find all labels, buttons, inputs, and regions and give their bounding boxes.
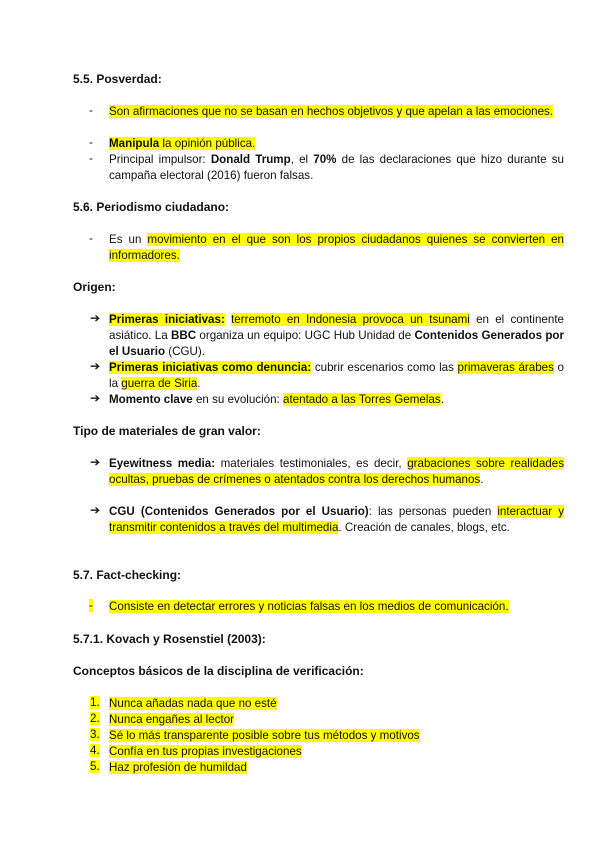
arrow-bullet-icon: ➔ bbox=[90, 359, 101, 373]
list-item-text: Confía en tus propias investigaciones bbox=[109, 745, 302, 758]
section-heading-5-6: 5.6. Periodismo ciudadano: bbox=[73, 200, 230, 214]
list-item-text: Primeras iniciativas: terremoto en Indonesia provoca un tsunami en el continente asiático. La BBC organiza un equipo: UGC Hub Unidad de Contenidos Generados por el Usuario (CGU). bbox=[109, 313, 564, 358]
arrow-bullet-icon: ➔ bbox=[90, 503, 101, 517]
dash-bullet: - bbox=[89, 152, 93, 165]
section-heading-5-7: 5.7. Fact-checking: bbox=[73, 568, 182, 582]
list-item-text: Sé lo más transparente posible sobre tus métodos y motivos bbox=[109, 729, 420, 742]
arrow-bullet-icon: ➔ bbox=[90, 455, 101, 469]
list-number: 2. bbox=[90, 712, 100, 725]
list-number: 3. bbox=[90, 728, 100, 741]
dash-bullet: - bbox=[89, 599, 93, 612]
arrow-bullet-icon: ➔ bbox=[90, 391, 101, 405]
section-heading-5-5: 5.5. Posverdad: bbox=[73, 72, 162, 86]
arrow-bullet-icon: ➔ bbox=[90, 311, 101, 325]
list-item-text: Haz profesión de humildad bbox=[109, 761, 247, 774]
section-heading-5-7-1: 5.7.1. Kovach y Rosenstiel (2003): bbox=[73, 632, 266, 646]
heading-origen: Origen: bbox=[73, 280, 116, 294]
list-item-text: Principal impulsor: Donald Trump, el 70% de las declaraciones que hizo durante su campaña electoral (2016) fueron falsas. bbox=[109, 153, 565, 182]
list-item-text: Consiste en detectar errores y noticias falsas en los medios de comunicación. bbox=[109, 600, 509, 613]
dash-bullet: - bbox=[89, 232, 93, 245]
list-item-text: Momento clave en su evolución: atentado a las Torres Gemelas. bbox=[109, 393, 444, 406]
list-item-text: CGU (Contenidos Generados por el Usuario): las personas pueden interactuar y transmitir contenidos a través del multimedia. Creación de canales, blogs, etc. bbox=[109, 505, 564, 534]
list-number: 1. bbox=[90, 696, 100, 709]
list-item-text: Nunca engañes al lector bbox=[109, 713, 235, 726]
list-item-text: Son afirmaciones que no se basan en hechos objetivos y que apelan a las emociones. bbox=[109, 105, 554, 118]
list-item-text: Es un movimiento en el que son los propios ciudadanos quienes se convierten en informadores. bbox=[109, 233, 564, 262]
heading-tipo-materiales: Tipo de materiales de gran valor: bbox=[73, 424, 261, 438]
list-number: 5. bbox=[90, 760, 100, 773]
heading-conceptos: Conceptos básicos de la disciplina de verificación: bbox=[73, 664, 364, 678]
list-number: 4. bbox=[90, 744, 100, 757]
list-item-text: Manipula la opinión pública. bbox=[109, 137, 256, 150]
list-item-text: Primeras iniciativas como denuncia: cubrir escenarios como las primaveras árabes o la guerra de Siria. bbox=[109, 361, 564, 390]
dash-bullet: - bbox=[89, 136, 93, 149]
list-item-text: Nunca añadas nada que no esté bbox=[109, 697, 277, 710]
dash-bullet: - bbox=[89, 104, 93, 117]
list-item-text: Eyewitness media: materiales testimoniales, es decir, grabaciones sobre realidades ocultas, pruebas de crímenes o atentados contra los derechos humanos. bbox=[109, 457, 565, 486]
